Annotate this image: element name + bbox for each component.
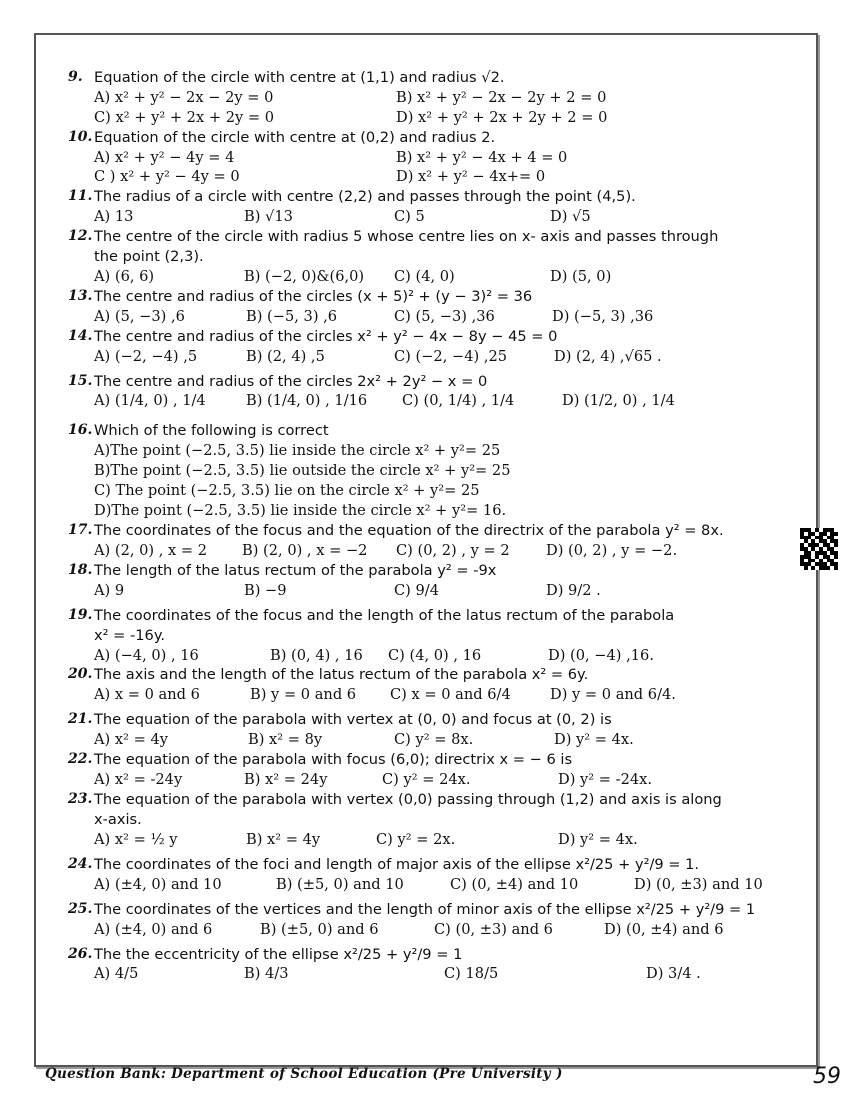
option-d: D) (5, 0): [550, 267, 612, 285]
option-d: D) (0, −4) ,16.: [548, 646, 654, 664]
question-11: [60, 187, 798, 227]
option-a: A) x² + y² − 4y = 4: [94, 148, 235, 166]
question-12: [60, 227, 798, 287]
option-c: C) 9/4: [394, 581, 439, 599]
option-d: D) x² + y² + 2x + 2y + 2 = 0: [396, 108, 608, 126]
option-b: B) 4/3: [244, 965, 289, 983]
question-number: 14.: [68, 327, 93, 344]
question-14: [60, 327, 798, 372]
option-a: A) (−4, 0) , 16: [94, 646, 199, 664]
option-c: C) (0, 2) , y = 2: [396, 541, 510, 559]
question-number: 9.: [68, 69, 83, 85]
question-number: 12.: [68, 228, 93, 245]
option-b: B) (2, 4) ,5: [246, 347, 325, 365]
option-c: C) y² = 2x.: [376, 830, 456, 848]
question-stem: The centre and radius of the circles (x + 5)² + (y − 3)² = 36: [94, 287, 533, 305]
option-c: C) y² = 24x.: [382, 771, 471, 789]
question-10: [60, 128, 798, 188]
option-b: B)The point (−2.5, 3.5) lie outside the circle x² + y²= 25: [94, 462, 511, 480]
question-stem-cont: the point (2,3).: [94, 248, 204, 266]
question-stem: The the eccentricity of the ellipse x²/25 + y²/9 = 1: [94, 945, 463, 963]
question-stem: Equation of the circle with centre at (1,1) and radius √2.: [94, 69, 505, 86]
option-c: C) 18/5: [444, 965, 499, 983]
question-stem: The coordinates of the foci and length of major axis of the ellipse x²/25 + y²/9 = 1.: [94, 855, 700, 873]
option-b: B) x² + y² − 4x + 4 = 0: [396, 148, 568, 166]
question-19: [60, 606, 798, 666]
option-c: C) (4, 0): [394, 267, 455, 285]
option-a: A) (1/4, 0) , 1/4: [94, 392, 206, 410]
option-d: D) y² = 4x.: [554, 731, 634, 749]
option-b: B) (1/4, 0) , 1/16: [246, 392, 368, 410]
option-d: D) (0, 2) , y = −2.: [546, 541, 678, 559]
option-b: B) x² = 8y: [248, 731, 323, 749]
option-a: A) (−2, −4) ,5: [94, 347, 198, 365]
option-a: A) 4/5: [94, 965, 139, 983]
question-number: 23.: [68, 790, 93, 807]
footer-text: Question Bank: Department of School Education (Pre University ): [45, 1066, 563, 1082]
question-number: 26.: [68, 945, 93, 962]
question-17: [60, 521, 798, 561]
question-stem: The radius of a circle with centre (2,2) and passes through the point (4,5).: [94, 188, 636, 206]
option-b: B) x² = 4y: [246, 830, 321, 848]
question-stem-cont: x² = -16y.: [94, 626, 166, 644]
option-a: A) x² + y² − 2x − 2y = 0: [94, 88, 274, 106]
question-number: 18.: [68, 561, 93, 578]
question-list: [60, 68, 798, 989]
question-stem: The coordinates of the vertices and the length of minor axis of the ellipse x²/25 + y²/9 = 1: [94, 900, 756, 918]
option-d: D) y² = -24x.: [558, 771, 653, 789]
option-d: D) (0, ±3) and 10: [634, 875, 763, 893]
option-a: A) (2, 0) , x = 2: [94, 541, 208, 559]
question-number: 11.: [68, 188, 93, 205]
option-b: B) −9: [244, 581, 287, 599]
question-18: [60, 561, 798, 606]
question-21: [60, 710, 798, 750]
option-a: A) x² = -24y: [94, 771, 183, 789]
question-26: [60, 945, 798, 990]
question-stem: The equation of the parabola with focus (6,0); directrix x = − 6 is: [94, 751, 573, 769]
option-a: A) (±4, 0) and 6: [94, 920, 213, 938]
question-13: [60, 287, 798, 327]
option-d: D) (0, ±4) and 6: [604, 920, 724, 938]
option-c: C) x = 0 and 6/4: [390, 686, 511, 704]
question-stem: The centre and radius of the circles 2x² + 2y² − x = 0: [94, 372, 488, 390]
question-stem: Which of the following is correct: [94, 422, 329, 440]
option-d: D) 3/4 .: [646, 965, 701, 983]
question-number: 10.: [68, 128, 93, 145]
option-d: D) (2, 4) ,√65 .: [554, 347, 662, 365]
question-stem: The centre of the circle with radius 5 whose centre lies on x- axis and passes through: [94, 228, 719, 246]
option-d: D)The point (−2.5, 3.5) lie inside the circle x² + y²= 16.: [94, 502, 507, 520]
option-d: D) (1/2, 0) , 1/4: [562, 392, 675, 410]
question-number: 21.: [68, 711, 93, 728]
option-c: C) (5, −3) ,36: [394, 307, 495, 325]
option-d: D) √5: [550, 208, 591, 226]
option-c: C) (0, ±4) and 10: [450, 875, 579, 893]
option-d: D) x² + y² − 4x+= 0: [396, 168, 546, 186]
option-a: A) (±4, 0) and 10: [94, 875, 222, 893]
option-b: B) (0, 4) , 16: [270, 646, 363, 664]
question-number: 17.: [68, 522, 93, 539]
option-a: A) x² = ½ y: [94, 830, 178, 848]
question-number: 19.: [68, 606, 93, 623]
option-c: C) (0, ±3) and 6: [434, 920, 553, 938]
option-d: D) y = 0 and 6/4.: [550, 686, 676, 704]
option-b: B) x² + y² − 2x − 2y + 2 = 0: [396, 88, 607, 106]
option-a: A) x² = 4y: [94, 731, 168, 749]
question-23: [60, 790, 798, 855]
option-d: D) 9/2 .: [546, 581, 601, 599]
question-stem: The length of the latus rectum of the parabola y² = -9x: [94, 561, 497, 579]
option-c: C) (4, 0) , 16: [388, 646, 482, 664]
question-15: [60, 372, 798, 422]
page-number: 59: [813, 1064, 841, 1089]
option-a: A) 9: [94, 581, 125, 599]
option-c: C) 5: [394, 208, 425, 226]
question-stem: The axis and the length of the latus rectum of the parabola x² = 6y.: [94, 666, 589, 684]
option-a: A) 13: [94, 208, 134, 226]
question-9: [60, 68, 798, 128]
option-c: C) (−2, −4) ,25: [394, 347, 508, 365]
question-20: [60, 665, 798, 710]
option-a: A) (6, 6): [94, 267, 155, 285]
option-b: B) (−5, 3) ,6: [246, 307, 338, 325]
question-number: 16.: [68, 422, 93, 439]
question-stem: The coordinates of the focus and the length of the latus rectum of the parabola: [94, 606, 675, 624]
option-c: C) y² = 8x.: [394, 731, 474, 749]
option-b: B) (±5, 0) and 6: [260, 920, 379, 938]
option-d: D) (−5, 3) ,36: [552, 307, 654, 325]
option-b: B) (2, 0) , x = −2: [242, 541, 368, 559]
question-number: 22.: [68, 751, 93, 768]
option-a: A) x = 0 and 6: [94, 686, 200, 704]
option-c: C) (0, 1/4) , 1/4: [402, 392, 515, 410]
question-25: [60, 900, 798, 945]
question-stem: The equation of the parabola with vertex at (0, 0) and focus at (0, 2) is: [94, 711, 612, 729]
option-c: C) x² + y² + 2x + 2y = 0: [94, 108, 275, 126]
qr-code: [800, 528, 838, 570]
question-stem: The equation of the parabola with vertex (0,0) passing through (1,2) and axis is along: [94, 790, 722, 808]
option-b: B) (−2, 0)&(6,0): [244, 267, 365, 285]
question-24: [60, 855, 798, 900]
question-stem: Equation of the circle with centre at (0,2) and radius 2.: [94, 128, 496, 146]
option-d: D) y² = 4x.: [558, 830, 638, 848]
question-stem: The centre and radius of the circles x² + y² − 4x − 8y − 45 = 0: [94, 327, 558, 345]
option-a: A)The point (−2.5, 3.5) lie inside the circle x² + y²= 25: [94, 442, 501, 460]
option-c: C) The point (−2.5, 3.5) lie on the circle x² + y²= 25: [94, 482, 480, 500]
option-b: B) √13: [244, 208, 293, 226]
question-number: 24.: [68, 855, 93, 872]
question-number: 25.: [68, 900, 93, 917]
option-b: B) y = 0 and 6: [250, 686, 357, 704]
question-stem-cont: x-axis.: [94, 810, 142, 828]
option-b: B) (±5, 0) and 10: [276, 875, 404, 893]
question-22: [60, 750, 798, 790]
option-c: C ) x² + y² − 4y = 0: [94, 168, 240, 186]
question-number: 15.: [68, 372, 93, 389]
option-b: B) x² = 24y: [244, 771, 328, 789]
question-stem: The coordinates of the focus and the equation of the directrix of the parabola y² = 8x.: [94, 522, 724, 540]
question-number: 13.: [68, 287, 93, 304]
question-16: [60, 421, 798, 521]
question-number: 20.: [68, 666, 93, 683]
option-a: A) (5, −3) ,6: [94, 307, 185, 325]
